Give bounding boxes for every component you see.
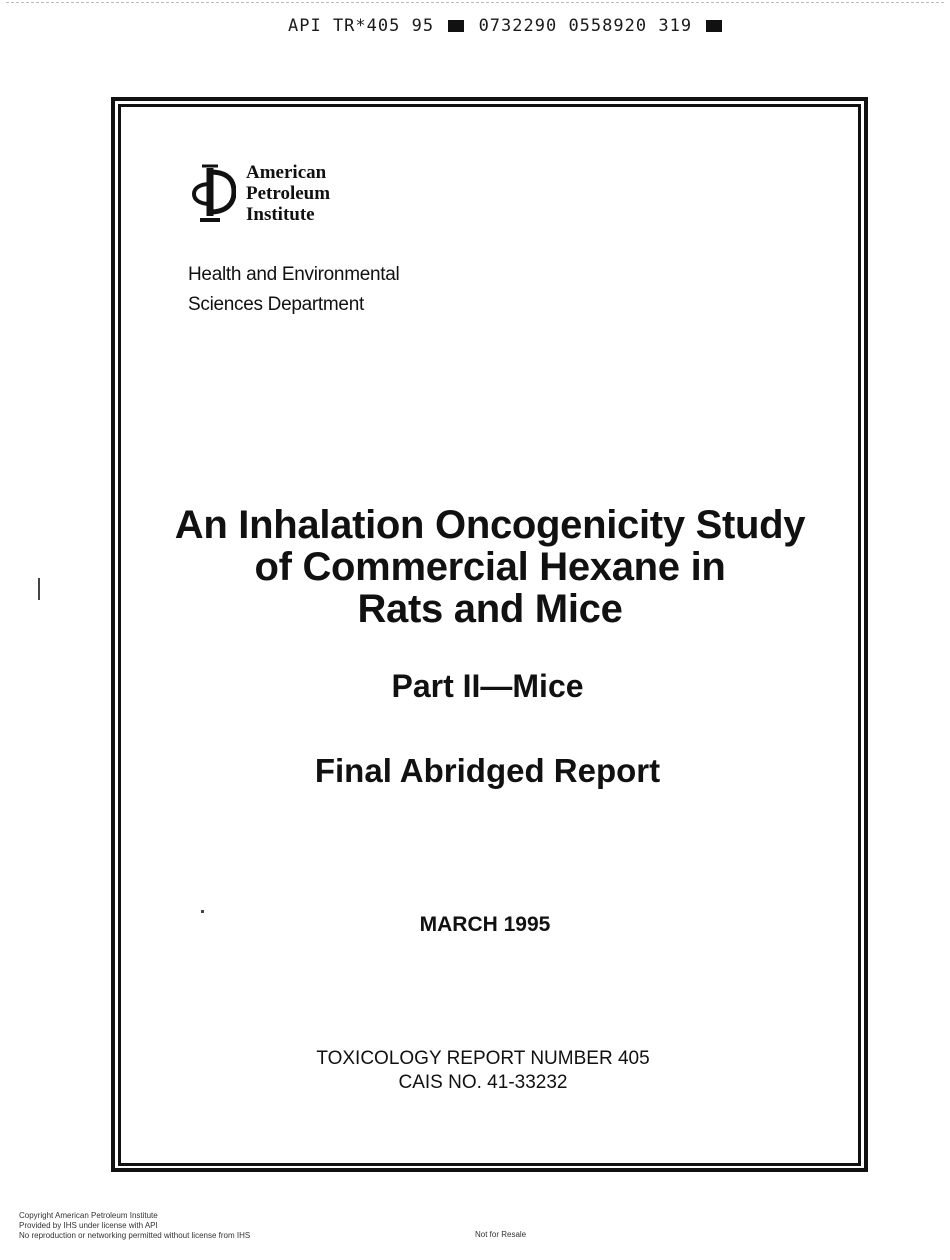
code-middle: 0732290 0558920 (478, 16, 648, 36)
license-line: Provided by IHS under license with API (19, 1221, 158, 1230)
part-subtitle: Part II—Mice (391, 668, 584, 704)
scan-artifact (201, 910, 204, 913)
organization-name (246, 162, 330, 225)
copyright-line: Copyright American Petroleum Institute (19, 1211, 158, 1220)
org-name-line: American (246, 162, 327, 183)
api-logo (188, 162, 330, 225)
not-for-resale-note: Not for Resale (475, 1230, 527, 1239)
report-identifiers (283, 1047, 683, 1095)
copyright-footer (19, 1211, 250, 1241)
title-line: of Commercial Hexane in (254, 545, 726, 589)
report-title (130, 504, 850, 630)
title-line: Rats and Mice (357, 587, 623, 631)
document-code-header (288, 16, 725, 36)
report-type: Final Abridged Report (314, 752, 661, 789)
department-line: Health and Environmental (188, 264, 400, 285)
cais-number: CAIS NO. 41-33232 (398, 1072, 568, 1093)
department-line: Sciences Department (188, 294, 364, 315)
department-name (188, 260, 399, 320)
scan-artifact (38, 578, 40, 600)
report-number: TOXICOLOGY REPORT NUMBER 405 (316, 1048, 650, 1069)
title-line: An Inhalation Oncogenicity Study (174, 503, 806, 547)
restriction-line: No reproduction or networking permitted without license from IHS (19, 1231, 251, 1240)
api-logo-icon (188, 162, 236, 224)
scan-top-rule (6, 2, 944, 3)
org-name-line: Petroleum (246, 183, 331, 204)
code-block-mark (706, 20, 722, 32)
code-suffix: 319 (658, 16, 693, 36)
code-block-mark (448, 20, 464, 32)
code-prefix: API TR*405 95 (288, 16, 435, 36)
publication-date: MARCH 1995 (419, 913, 551, 936)
org-name-line: Institute (246, 204, 315, 225)
